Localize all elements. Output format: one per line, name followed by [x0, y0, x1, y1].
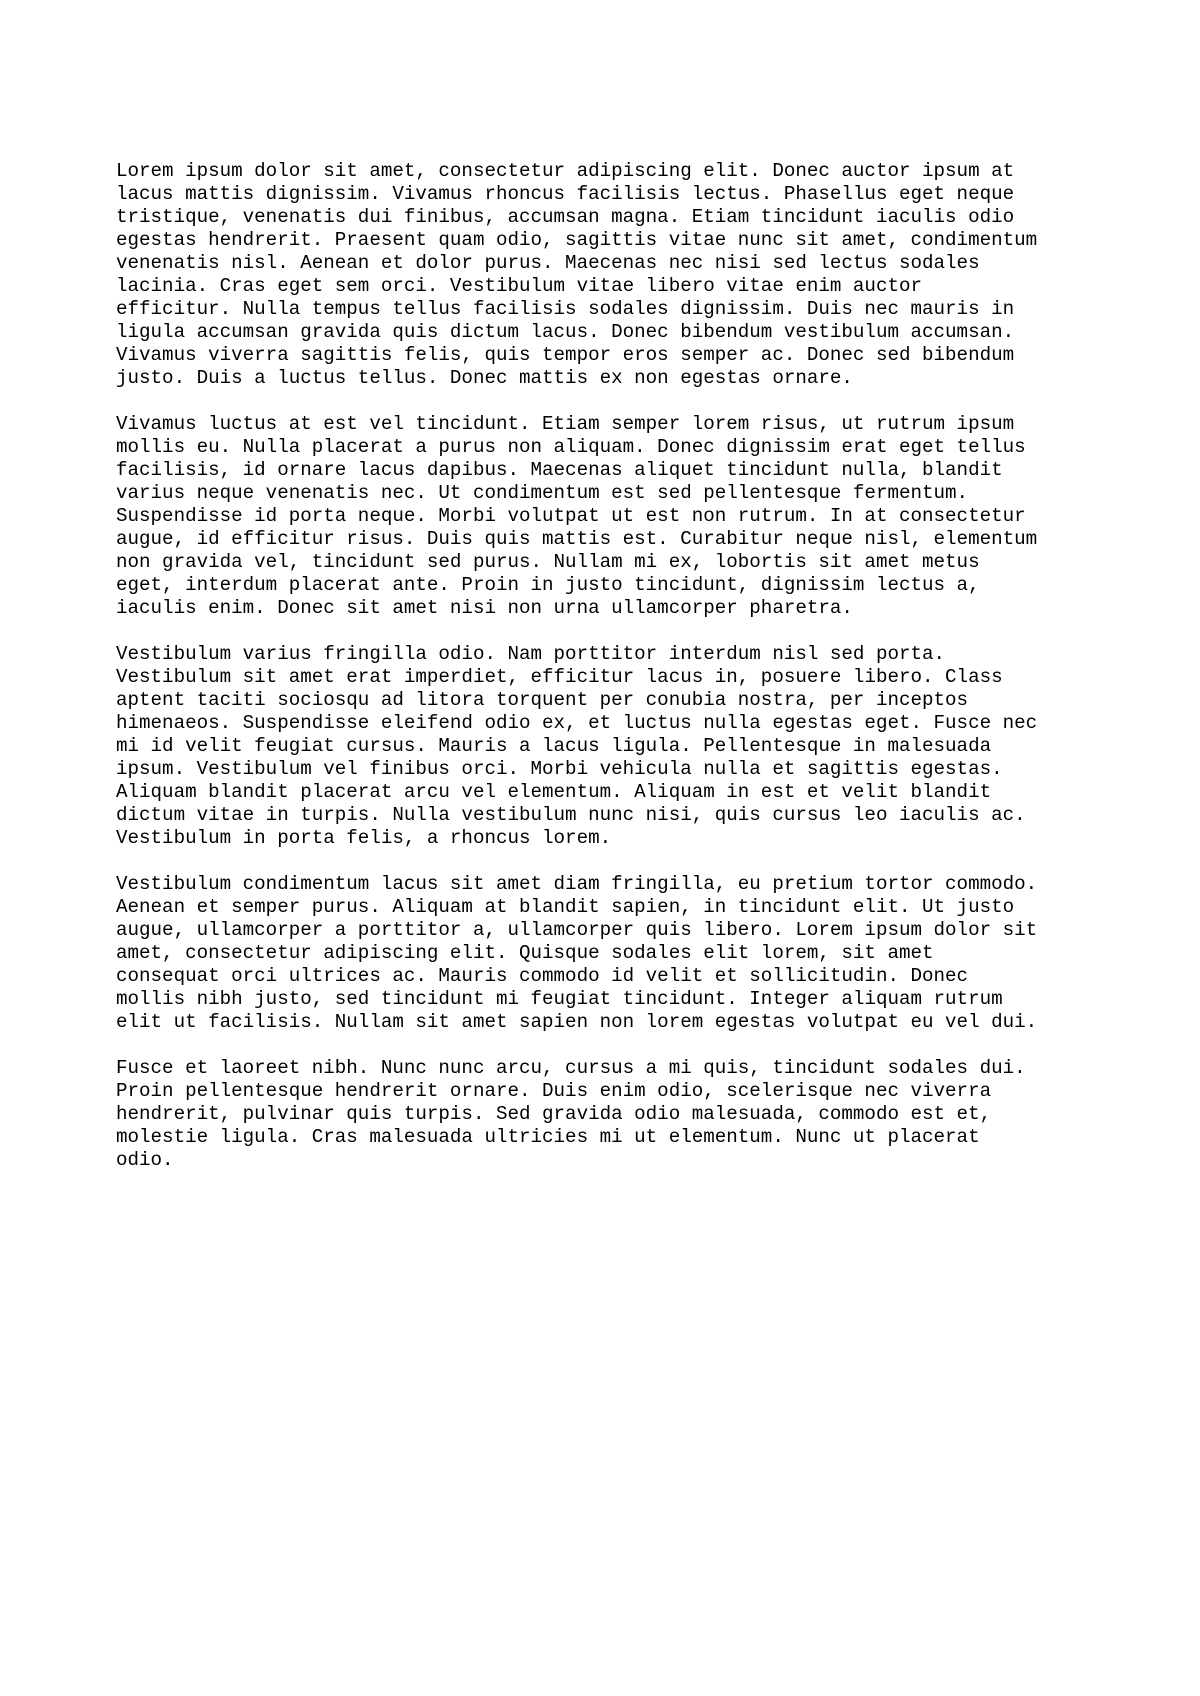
paragraph-line: mollis eu. Nulla placerat a purus non aliquam. Donec dignissim erat eget tellus	[116, 436, 1026, 458]
paragraph-line: mi id velit feugiat cursus. Mauris a lacus ligula. Pellentesque in malesuada	[116, 735, 992, 757]
paragraph-line: Vestibulum varius fringilla odio. Nam porttitor interdum nisl sed porta.	[116, 643, 946, 665]
paragraph-line: elit ut facilisis. Nullam sit amet sapien non lorem egestas volutpat eu vel dui.	[116, 1011, 1038, 1033]
paragraph-line: aptent taciti sociosqu ad litora torquent per conubia nostra, per inceptos	[116, 689, 969, 711]
paragraph-line: facilisis, id ornare lacus dapibus. Maecenas aliquet tincidunt nulla, blandit	[116, 459, 1003, 481]
paragraph-line: hendrerit, pulvinar quis turpis. Sed gravida odio malesuada, commodo est et,	[116, 1103, 992, 1125]
paragraph-line: lacinia. Cras eget sem orci. Vestibulum vitae libero vitae enim auctor	[116, 275, 923, 297]
paragraph-line: Vestibulum sit amet erat imperdiet, efficitur lacus in, posuere libero. Class	[116, 666, 1003, 688]
paragraph-5	[116, 1057, 1116, 1172]
paragraph-4	[116, 873, 1116, 1034]
paragraph-line: Vivamus viverra sagittis felis, quis tempor eros semper ac. Donec sed bibendum	[116, 344, 1015, 366]
paragraph-line: odio.	[116, 1149, 174, 1171]
paragraph-line: iaculis enim. Donec sit amet nisi non urna ullamcorper pharetra.	[116, 597, 853, 619]
paragraph-line: dictum vitae in turpis. Nulla vestibulum nunc nisi, quis cursus leo iaculis ac.	[116, 804, 1026, 826]
paragraph-line: Vestibulum in porta felis, a rhoncus lorem.	[116, 827, 612, 849]
paragraph-line: lacus mattis dignissim. Vivamus rhoncus facilisis lectus. Phasellus eget neque	[116, 183, 1015, 205]
paragraph-line: Fusce et laoreet nibh. Nunc nunc arcu, cursus a mi quis, tincidunt sodales dui.	[116, 1057, 1026, 1079]
paragraph-line: himenaeos. Suspendisse eleifend odio ex, et luctus nulla egestas eget. Fusce nec	[116, 712, 1038, 734]
document-body	[116, 160, 1116, 1195]
paragraph-line: justo. Duis a luctus tellus. Donec mattis ex non egestas ornare.	[116, 367, 853, 389]
paragraph-line: egestas hendrerit. Praesent quam odio, sagittis vitae nunc sit amet, condimentum	[116, 229, 1038, 251]
paragraph-line: non gravida vel, tincidunt sed purus. Nullam mi ex, lobortis sit amet metus	[116, 551, 980, 573]
paragraph-line: eget, interdum placerat ante. Proin in justo tincidunt, dignissim lectus a,	[116, 574, 980, 596]
paragraph-line: venenatis nisl. Aenean et dolor purus. Maecenas nec nisi sed lectus sodales	[116, 252, 980, 274]
paragraph-line: ipsum. Vestibulum vel finibus orci. Morbi vehicula nulla et sagittis egestas.	[116, 758, 1003, 780]
paragraph-2	[116, 413, 1116, 620]
paragraph-line: efficitur. Nulla tempus tellus facilisis sodales dignissim. Duis nec mauris in	[116, 298, 1015, 320]
paragraph-line: Lorem ipsum dolor sit amet, consectetur adipiscing elit. Donec auctor ipsum at	[116, 160, 1015, 182]
paragraph-line: Aenean et semper purus. Aliquam at blandit sapien, in tincidunt elit. Ut justo	[116, 896, 1015, 918]
paragraph-line: augue, id efficitur risus. Duis quis mattis est. Curabitur neque nisl, elementum	[116, 528, 1038, 550]
paragraph-line: Vestibulum condimentum lacus sit amet diam fringilla, eu pretium tortor commodo.	[116, 873, 1038, 895]
paragraph-line: Proin pellentesque hendrerit ornare. Duis enim odio, scelerisque nec viverra	[116, 1080, 992, 1102]
paragraph-line: Aliquam blandit placerat arcu vel elementum. Aliquam in est et velit blandit	[116, 781, 992, 803]
paragraph-line: mollis nibh justo, sed tincidunt mi feugiat tincidunt. Integer aliquam rutrum	[116, 988, 1003, 1010]
paragraph-line: augue, ullamcorper a porttitor a, ullamcorper quis libero. Lorem ipsum dolor sit	[116, 919, 1038, 941]
paragraph-line: molestie ligula. Cras malesuada ultricies mi ut elementum. Nunc ut placerat	[116, 1126, 980, 1148]
paragraph-line: Suspendisse id porta neque. Morbi volutpat ut est non rutrum. In at consectetur	[116, 505, 1026, 527]
paragraph-1	[116, 160, 1116, 390]
paragraph-line: varius neque venenatis nec. Ut condimentum est sed pellentesque fermentum.	[116, 482, 969, 504]
paragraph-3	[116, 643, 1116, 850]
paragraph-line: ligula accumsan gravida quis dictum lacus. Donec bibendum vestibulum accumsan.	[116, 321, 1015, 343]
paragraph-line: tristique, venenatis dui finibus, accumsan magna. Etiam tincidunt iaculis odio	[116, 206, 1015, 228]
paragraph-line: consequat orci ultrices ac. Mauris commodo id velit et sollicitudin. Donec	[116, 965, 969, 987]
paragraph-line: amet, consectetur adipiscing elit. Quisque sodales elit lorem, sit amet	[116, 942, 934, 964]
paragraph-line: Vivamus luctus at est vel tincidunt. Etiam semper lorem risus, ut rutrum ipsum	[116, 413, 1015, 435]
